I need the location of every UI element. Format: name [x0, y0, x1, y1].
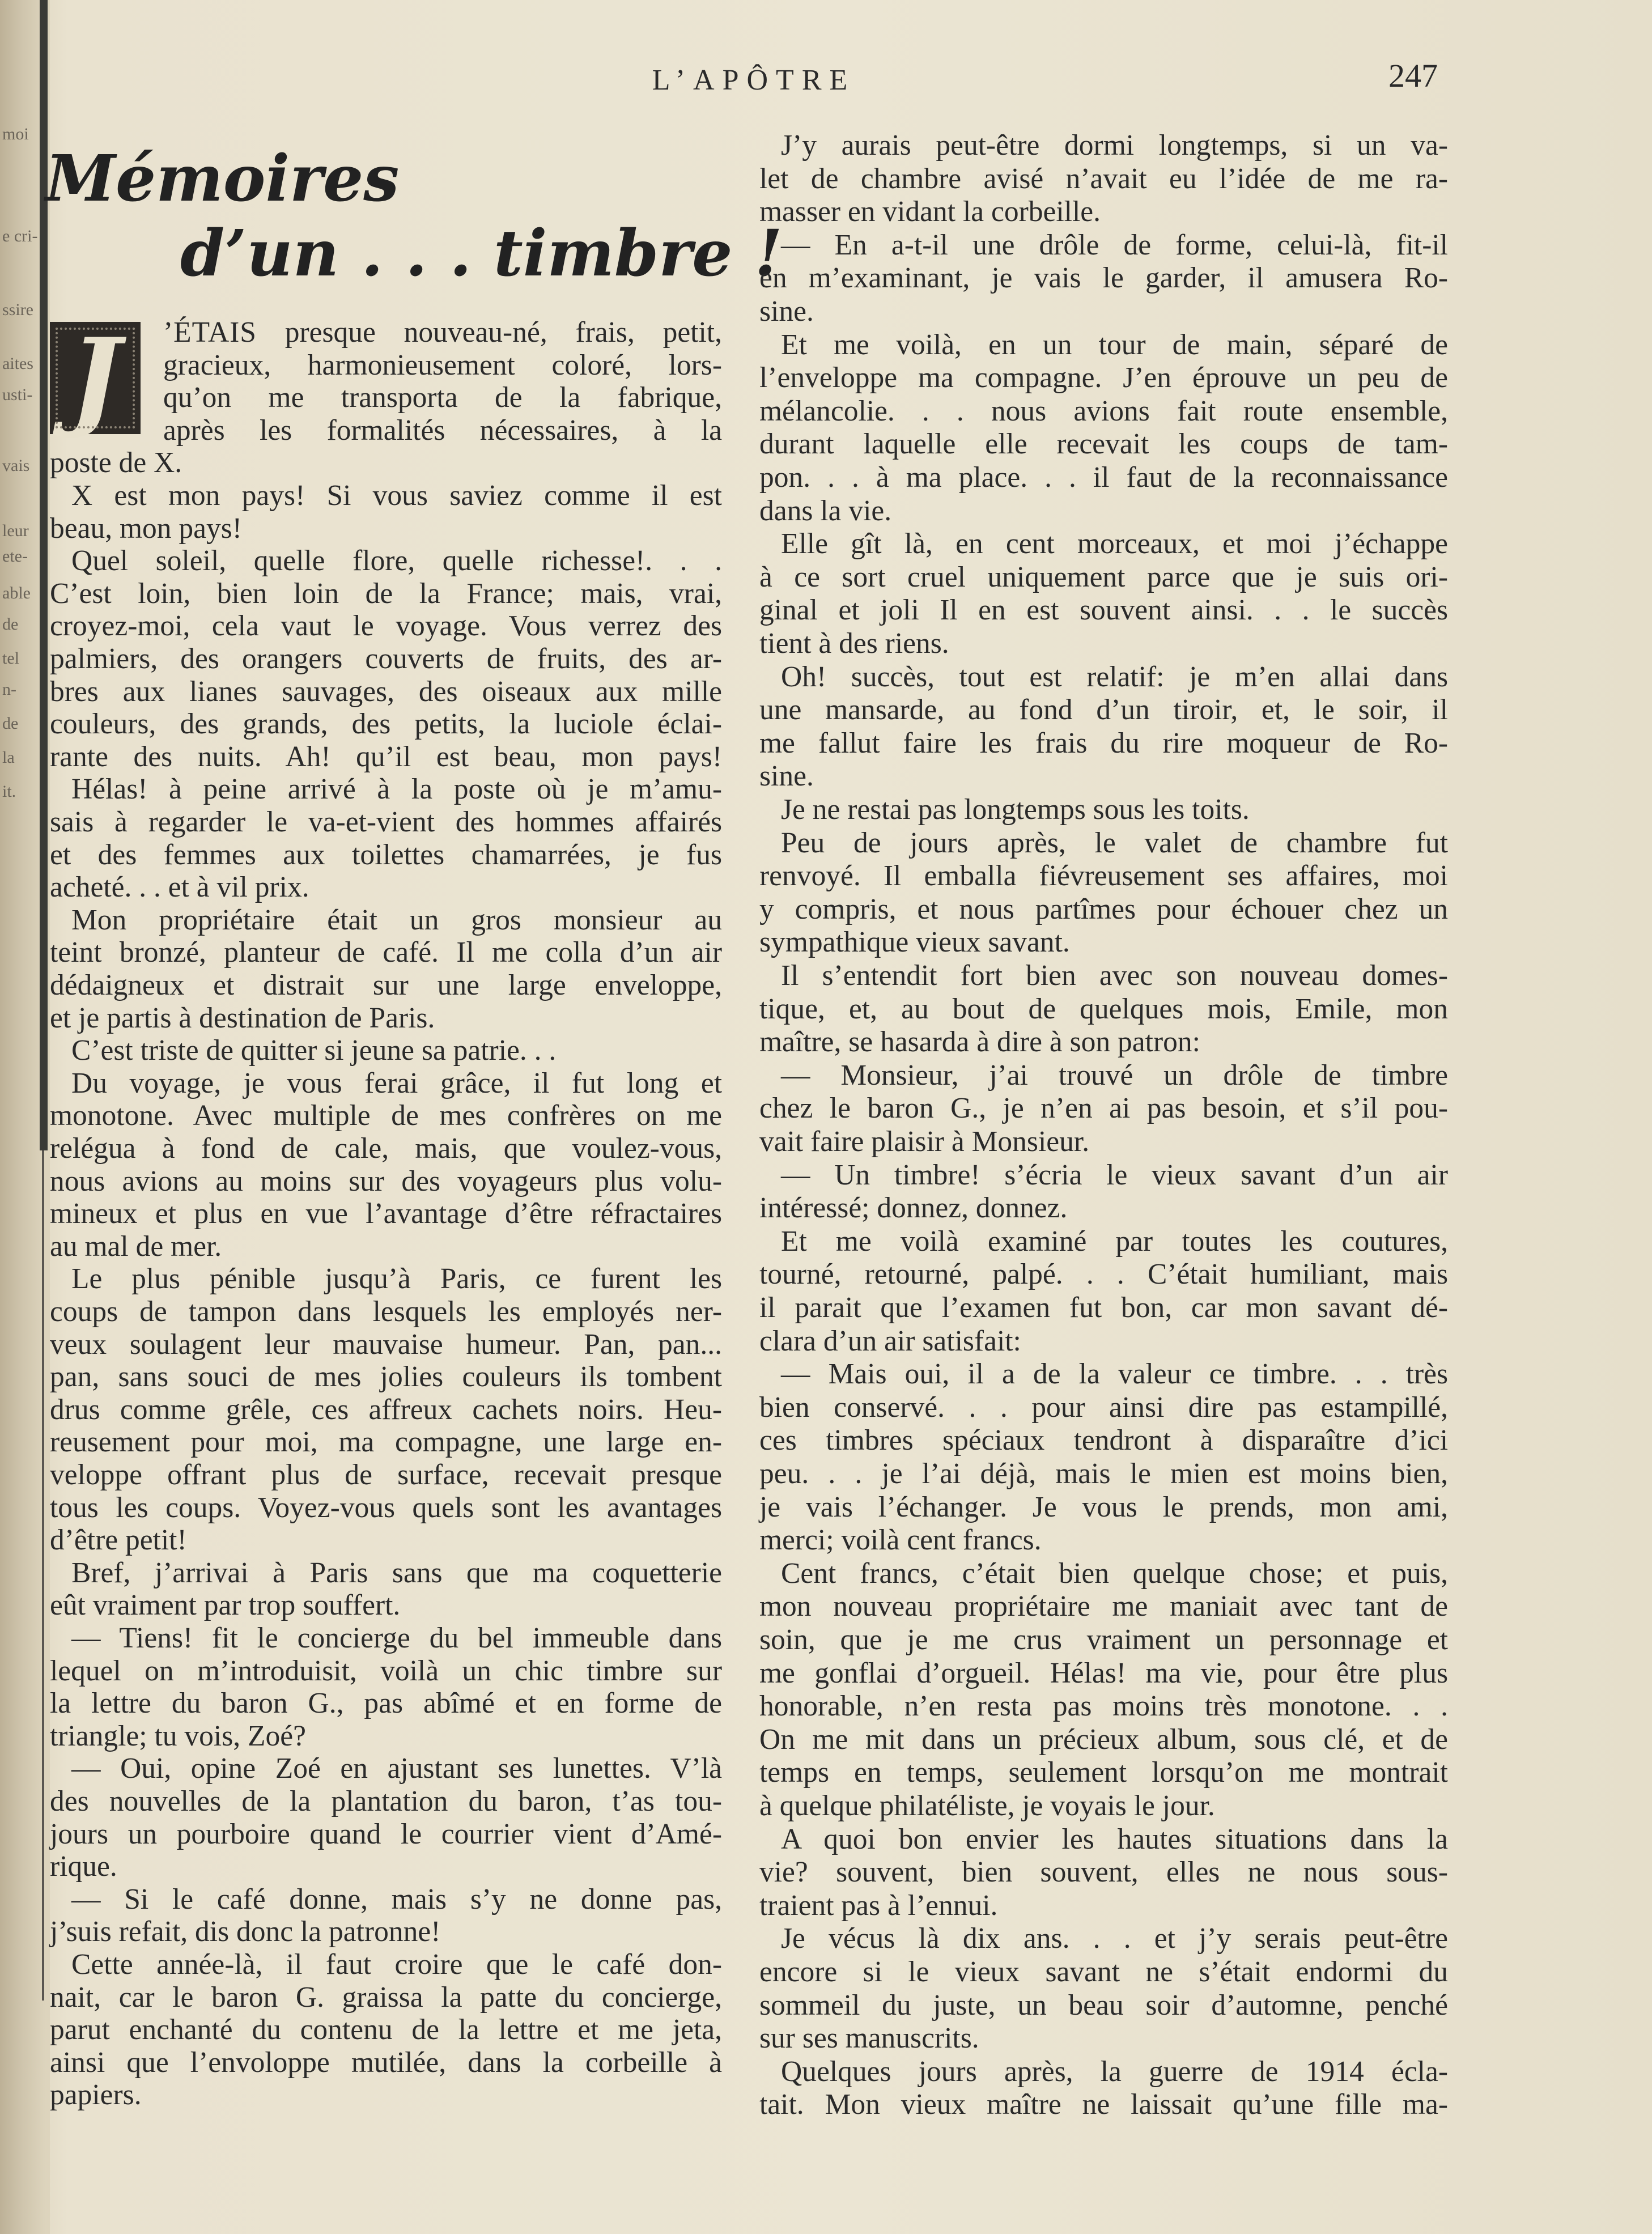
text-line: poste de X.	[50, 447, 182, 479]
text-line: A quoi bon envier les hautes situations dans la	[781, 1823, 1448, 1855]
margin-bleed-fragment: n-	[2, 680, 16, 699]
text-line: — Oui, opine Zoé en ajustant ses lunettes. V’là	[71, 1752, 722, 1785]
text-line: nous avions au moins sur des voyageurs plus volu-	[50, 1165, 722, 1197]
text-line: vait faire plaisir à Monsieur.	[759, 1126, 1090, 1158]
text-line: Mon propriétaire était un gros monsieur au	[71, 903, 722, 936]
text-line: Quel soleil, quelle flore, quelle richesse!. . .	[71, 545, 722, 577]
text-line: — Si le café donne, mais s’y ne donne pas,	[71, 1883, 722, 1916]
margin-bleed-fragment: ete-	[2, 547, 28, 566]
text-line: jours un pourboire quand le courrier vient d’Amé-	[50, 1817, 722, 1850]
text-line: relégua à fond de cale, mais, que voulez-vous,	[50, 1132, 722, 1165]
text-line: il parait que l’examen fut bon, car mon savant dé-	[759, 1292, 1448, 1324]
text-line: peu. . . je l’ai déjà, mais le mien est moins bien,	[759, 1458, 1448, 1490]
text-line: intéressé; donnez, donnez.	[759, 1192, 1068, 1225]
text-line: On me mit dans un précieux album, sous clé, et de	[759, 1723, 1448, 1756]
text-line: teint bronzé, planteur de café. Il me colla d’un air	[50, 936, 722, 969]
text-line: pon. . . à ma place. . . il faut de la reconnaissance	[759, 461, 1448, 494]
text-line: rante des nuits. Ah! qu’il est beau, mon pays!	[50, 740, 722, 773]
text-line: à quelque philatéliste, je voyais le jour.	[759, 1790, 1215, 1822]
text-line: C’est triste de quitter si jeune sa patrie. . .	[71, 1034, 557, 1067]
margin-bleed-fragment: de	[2, 714, 19, 733]
text-line: encore si le vieux savant ne s’était endormi du	[759, 1956, 1448, 1988]
margin-bleed-fragment: usti-	[2, 385, 33, 404]
text-line: eût vraiment par trop souffert.	[50, 1589, 401, 1622]
text-line: merci; voilà cent francs.	[759, 1524, 1042, 1557]
text-line: acheté. . . et à vil prix.	[50, 871, 309, 904]
text-line: sine.	[759, 295, 814, 328]
text-line: coups de tampon dans lesquels les employés ner-	[50, 1296, 722, 1328]
text-line: des nouvelles de la plantation du baron, t’as tou-	[50, 1785, 722, 1817]
margin-bleed-fragment: able	[2, 584, 31, 602]
text-line: veux soulagent leur mauvaise humeur. Pan, pan...	[50, 1328, 722, 1361]
text-line: Hélas! à peine arrivé à la poste où je m’amu-	[71, 773, 722, 806]
text-line: Bref, j’arrivai à Paris sans que ma coquetterie	[71, 1556, 722, 1589]
text-line: dans la vie.	[759, 494, 892, 527]
page-number: 247	[1388, 57, 1438, 94]
text-line: maître, se hasarda à dire à son patron:	[759, 1026, 1200, 1059]
margin-bleed-fragment: it.	[2, 782, 16, 801]
text-line: Quelques jours après, la guerre de 1914 écla-	[781, 2055, 1448, 2088]
text-line: — En a-t-il une drôle de forme, celui-là, fit-il	[781, 228, 1448, 261]
text-line: Le plus pénible jusqu’à Paris, ce furent les	[71, 1263, 722, 1296]
text-line: Elle gît là, en cent morceaux, et moi j’échappe	[781, 528, 1448, 560]
margin-bleed-fragment: de	[2, 615, 19, 634]
text-line: papiers.	[50, 2079, 142, 2112]
text-line: C’est loin, bien loin de la France; mais, vrai,	[50, 577, 722, 610]
text-line: mon nouveau propriétaire me maniait avec tant de	[759, 1590, 1448, 1623]
text-line: ces timbres spéciaux tendront à disparaître d’ici	[759, 1424, 1448, 1457]
text-line: monotone. Avec multiple de mes confrères on me	[50, 1099, 722, 1132]
text-line: chez le baron G., je n’en ai pas besoin, et s’il pou-	[759, 1092, 1448, 1125]
margin-bleed-fragment: la	[2, 748, 15, 767]
text-line: Peu de jours après, le valet de chambre fut	[781, 826, 1448, 859]
text-line: gracieux, harmonieusement coloré, lors-	[163, 349, 722, 381]
text-line: let de chambre avisé n’avait eu l’idée de me ra-	[759, 162, 1448, 195]
text-line: d’être petit!	[50, 1524, 187, 1557]
text-line: X est mon pays! Si vous saviez comme il est	[71, 479, 722, 512]
text-line: qu’on me transporta de la fabrique,	[163, 381, 722, 414]
text-line: tourné, retourné, palpé. . . C’était humiliant, mais	[759, 1258, 1448, 1291]
text-line: Oh! succès, tout est relatif: je m’en allai dans	[781, 660, 1448, 693]
text-line: — Monsieur, j’ai trouvé un drôle de timbre	[781, 1059, 1448, 1091]
margin-bleed-fragment: aites	[2, 354, 33, 373]
text-line: dédaigneux et distrait sur une large enveloppe,	[50, 969, 722, 1001]
text-line: drus comme grêle, ces affreux cachets noirs. Heu-	[50, 1393, 722, 1426]
text-line: Cette année-là, il faut croire que le café don-	[71, 1948, 722, 1981]
article-title-line1: Mémoires	[45, 142, 400, 216]
opening-small-caps: ’ÉTAIS	[163, 316, 257, 349]
text-line: tique, et, au bout de quelques mois, Emile, mon	[759, 992, 1448, 1025]
text-line: masser en vidant la corbeille.	[759, 196, 1101, 228]
text-line: ainsi que l’envoloppe mutilée, dans la corbeille à	[50, 2046, 722, 2079]
article-title-line2: d’un . . . timbre !	[180, 216, 783, 291]
text-line: palmiers, des orangers couverts de fruits, des ar-	[50, 643, 722, 675]
text-line: croyez-moi, cela vaut le voyage. Vous verrez des	[50, 610, 722, 643]
margin-bleed-fragment: leur	[2, 521, 29, 540]
text-line: veloppe offrant plus de surface, recevait presque	[50, 1459, 722, 1491]
text-line: lequel on m’introduisit, voilà un chic timbre sur	[50, 1654, 722, 1687]
text-line: me fallut faire les frais du rire moqueur de Ro-	[759, 727, 1448, 759]
text-line: au mal de mer.	[50, 1230, 222, 1263]
text-line: — Mais oui, il a de la valeur ce timbre. . . très	[781, 1358, 1448, 1391]
text-line: y compris, et nous partîmes pour échouer chez un	[759, 893, 1448, 925]
margin-bleed-fragment: e cri-	[2, 227, 38, 245]
text-line: nait, car le baron G. graissa la patte du concierge,	[50, 1981, 722, 2014]
text-line: tait. Mon vieux maître ne laissait qu’une fille ma-	[759, 2088, 1448, 2121]
text-line: — Tiens! fit le concierge du bel immeuble dans	[71, 1622, 722, 1654]
text-line: je vais l’échanger. Je vous le prends, mon ami,	[759, 1490, 1448, 1523]
running-title: L’APÔTRE	[652, 64, 856, 96]
text-line: bres aux lianes sauvages, des oiseaux aux mille	[50, 675, 722, 708]
text-line: vie? souvent, bien souvent, elles ne nous sous-	[759, 1856, 1448, 1889]
text-line: parut enchanté du contenu de la lettre et me jeta,	[50, 2014, 722, 2046]
text-line: reusement pour moi, ma compagne, une large en-	[50, 1426, 722, 1459]
text-line: soin, que je me crus vraiment un personnage et	[759, 1624, 1448, 1656]
text-line: ginal et joli Il en est souvent ainsi. . . le succès	[759, 594, 1448, 627]
text-line: me gonflai d’orgueil. Hélas! ma vie, pour être plus	[759, 1657, 1448, 1689]
text-line: Cent francs, c’était bien quelque chose; et puis,	[781, 1557, 1448, 1590]
text-line: rique.	[50, 1850, 117, 1883]
text-line: renvoyé. Il emballa fiévreusement ses affaires, moi	[759, 860, 1448, 893]
text-line: mineux et plus en vue l’avantage d’être réfractaires	[50, 1197, 722, 1230]
text-line: une mansarde, au fond d’un tiroir, et, le soir, il	[759, 694, 1448, 727]
text-line: tous les coups. Voyez-vous quels sont les avantages	[50, 1491, 722, 1524]
text-line: et je partis à destination de Paris.	[50, 1001, 435, 1034]
text-line: en m’examinant, je vais le garder, il amusera Ro-	[759, 262, 1448, 295]
text-line: sympathique vieux savant.	[759, 926, 1070, 959]
text-line: durant laquelle elle recevait les coups de tam-	[759, 428, 1448, 461]
text-line: triangle; tu vois, Zoé?	[50, 1719, 306, 1752]
text-line: mélancolie. . . nous avions fait route ensemble,	[759, 394, 1448, 427]
text-line: ’ÉTAIS presque nouveau-né, frais, petit,	[163, 316, 722, 349]
margin-bleed-fragment: moi	[2, 125, 29, 143]
text-line: Je ne restai pas longtemps sous les toits.	[781, 793, 1250, 826]
text-line: après les formalités nécessaires, à la	[163, 414, 722, 447]
text-line: — Un timbre! s’écria le vieux savant d’un air	[781, 1158, 1448, 1191]
text-line: et des femmes aux toilettes chamarrées, je fus	[50, 838, 722, 871]
margin-bleed-fragment: vais	[2, 456, 30, 475]
text-line: Il s’entendit fort bien avec son nouveau domes-	[781, 959, 1448, 992]
text-line: pan, sans souci de mes jolies couleurs ils tombent	[50, 1361, 722, 1394]
text-line: sais à regarder le va-et-vient des hommes affairés	[50, 806, 722, 838]
margin-bleed-fragment: tel	[2, 649, 19, 668]
binding-edge	[42, 1150, 44, 2001]
text-line: temps en temps, seulement lorsqu’on me montrait	[759, 1756, 1448, 1789]
text-line: couleurs, des grands, des petits, la luciole éclai-	[50, 708, 722, 741]
text-line: Et me voilà examiné par toutes les coutures,	[781, 1225, 1448, 1258]
text-line: sine.	[759, 760, 814, 793]
text-line: l’enveloppe ma compagne. J’en éprouve un peu de	[759, 362, 1448, 394]
drop-cap: J	[50, 322, 141, 434]
text-line: beau, mon pays!	[50, 512, 242, 545]
text-line: clara d’un air satisfait:	[759, 1324, 1021, 1357]
text-line: tient à des riens.	[759, 627, 949, 660]
margin-bleed-fragment: ssire	[2, 300, 33, 319]
text-line: la lettre du baron G., pas abîmé et en forme de	[50, 1687, 722, 1720]
text-line: Du voyage, je vous ferai grâce, il fut long et	[71, 1067, 722, 1099]
text-line: Et me voilà, en un tour de main, séparé de	[781, 328, 1448, 361]
text-line: j’suis refait, dis donc la patronne!	[50, 1916, 441, 1948]
text-line: sommeil du juste, un beau soir d’automne, penché	[759, 1989, 1448, 2021]
text-line: J’y aurais peut-être dormi longtemps, si un va-	[781, 129, 1448, 162]
text-line: honorable, n’en resta pas moins très monotone. . .	[759, 1690, 1448, 1723]
text-line: à ce sort cruel uniquement parce que je suis ori-	[759, 560, 1448, 593]
text-line: Je vécus là dix ans. . . et j’y serais peut-être	[781, 1922, 1448, 1955]
text-line: bien conservé. . . pour ainsi dire pas estampillé,	[759, 1391, 1448, 1424]
text-line: sur ses manuscrits.	[759, 2022, 979, 2055]
text-line: traient pas à l’ennui.	[759, 1889, 998, 1922]
